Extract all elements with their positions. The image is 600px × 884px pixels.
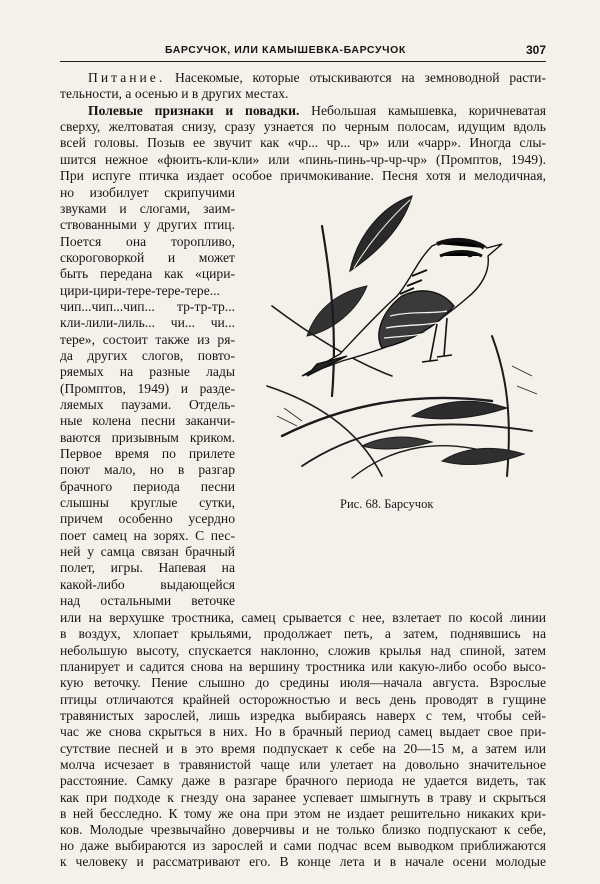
text-line	[60, 70, 546, 86]
column-line: полет, игры. Напевая на	[60, 560, 235, 575]
text-line: сверху, желтоватая снизу, сразу узнается по черным полосам, идущим вдоль	[60, 119, 546, 134]
text-line: ков. Молодые чрезвычайно доверчивы и не только близко подпускают к себе,	[60, 822, 546, 837]
text-line	[60, 103, 546, 119]
column-line: слышны круглые сутки,	[60, 495, 235, 510]
text-span: Небольшая камышевка, коричневатая	[299, 103, 546, 118]
column-line: ряемых на разные лады	[60, 364, 235, 379]
text-line: расстояние. Самку даже в разгаре брачного периода не удается видеть, так	[60, 773, 546, 788]
text-line: к человеку и рассматривают его. В конце лета и в начале осени молодые	[60, 854, 546, 869]
column-line: над остальными веточке	[60, 593, 235, 608]
column-line: звуками и слогами, заим-	[60, 201, 235, 216]
text-line: всей головы. Позыв ее звучит как «чр... чр... чр» или «чарр». Иногда слы-	[60, 135, 546, 150]
text-line: шится нежное «фюить-кли-кли» или «пинь-пинь-чр-чр-чр» (Промптов, 1949).	[60, 152, 546, 167]
column-line: ные колена песни заканчи-	[60, 413, 235, 428]
bird-illustration	[262, 186, 548, 482]
column-line: ваются призывным криком.	[60, 430, 235, 445]
text-line: или на верхушке тростника, самец срывается с нее, взлетает по косой линии	[60, 610, 546, 625]
text-span: Насекомые, которые отыскиваются на земноводной расти-	[165, 70, 546, 85]
column-line: ней у самца связан брачный	[60, 544, 235, 559]
column-line: тере», состоит также из ря-	[60, 332, 235, 347]
text-line: в воздух, хлопает крыльями, продолжает петь, а затем, поднявшись на	[60, 626, 546, 641]
page-number: 307	[525, 43, 546, 57]
text-line: травянистых зарослей, лишь изредка выбираясь наверх с тем, чтобы сей-	[60, 708, 546, 723]
text-line: в ней бесследно. К тому же она при этом не издает решительно никаких кри-	[60, 806, 546, 821]
column-line: Поется она торопливо,	[60, 234, 235, 249]
column-line: поет самец на зорях. С пес-	[60, 528, 235, 543]
running-head: БАРСУЧОК, ИЛИ КАМЫШЕВКА-БАРСУЧОК	[165, 44, 406, 56]
text-line: небольшую высоту, спускается наклонно, сложив крылья над спиной, затем	[60, 643, 546, 658]
column-line: Первое время по прилете	[60, 446, 235, 461]
text-line: час же снова скрыться в них. Но в брачный период самец выдает свое при-	[60, 724, 546, 739]
column-line: кли-лили-лиль... чи... чи...	[60, 315, 235, 330]
text-line: тельности, а осенью и в других местах.	[60, 86, 289, 101]
text-line: но даже выбираются из зарослей и сами подчас всем выводком приближаются	[60, 838, 546, 853]
column-line: брачного периода песни	[60, 479, 235, 494]
column-line: причем особенно усердно	[60, 511, 235, 526]
column-line: да других слогов, повто-	[60, 348, 235, 363]
page-header	[60, 43, 546, 62]
text-line: птицы отличаются крайней осторожностью и весь день проводят в гущине	[60, 692, 546, 707]
column-line: ляемых паузами. Отдель-	[60, 397, 235, 412]
text-line: При испуге птичка издает особое причмокивание. Песня хотя и мелодичная,	[60, 168, 546, 183]
column-line: поют мало, но в разгар	[60, 462, 235, 477]
column-line: чип...чип...чип... тр-тр-тр...	[60, 299, 235, 314]
text-line: планирует и садится снова на вершину тростника или какую-либо особо высо-	[60, 659, 546, 674]
column-line: быть передана как «цири-	[60, 266, 235, 281]
text-line: сутствие песней и в это время подпускает к себе на 20—15 м, а затем или	[60, 741, 546, 756]
column-line: ствованными у других птиц.	[60, 217, 235, 232]
text-line: как при подходе к гнезду она заранее успевает шмыгнуть в траву и скрыться	[60, 790, 546, 805]
column-line: но изобилует скрипучими	[60, 185, 235, 200]
figure-caption: Рис. 68. Барсучок	[340, 497, 434, 511]
text-line: кую веточку. Пение слышно до средины июля—начала августа. Взрослые	[60, 675, 546, 690]
section-label-nutrition: Питание.	[88, 70, 166, 85]
column-line: цири-цири-тере-тере-тере...	[60, 283, 220, 298]
text-line: молча исчезает в травянистой чаще или улетает на довольно значительное	[60, 757, 546, 772]
column-line: какой-либо выдающейся	[60, 577, 235, 592]
column-line: (Промптов, 1949) и разде-	[60, 381, 235, 396]
column-line: скороговоркой и может	[60, 250, 235, 265]
section-label-field-signs: Полевые признаки и повадки.	[88, 103, 300, 118]
